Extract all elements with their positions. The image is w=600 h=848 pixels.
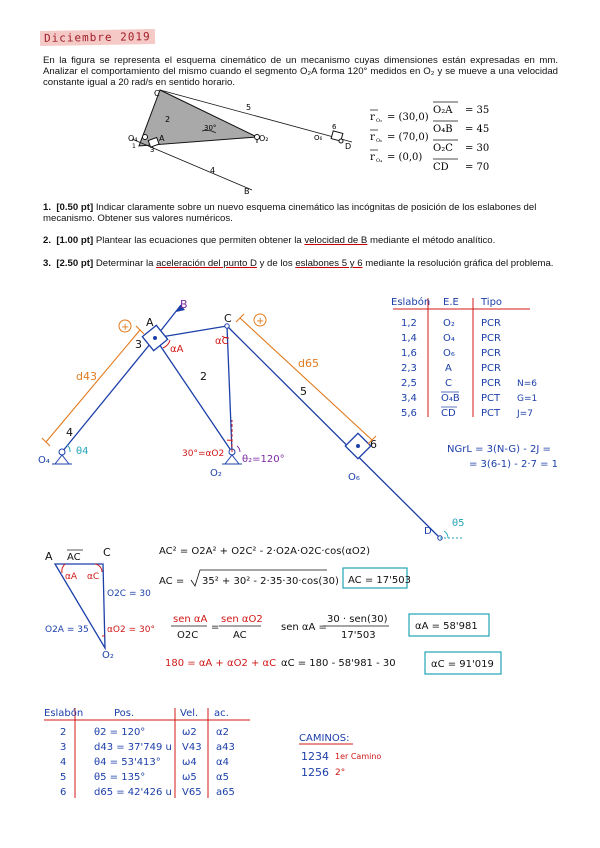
joints-row-1 [401,333,501,344]
label-d43: d43 [76,370,97,383]
fig-label-C: C [154,89,160,98]
sketch-label-3: 3 [135,338,142,351]
joints-row-3 [401,363,501,374]
camino-1-path: 1234 [301,750,329,763]
count-N: N=6 [517,379,537,389]
link-dimensions [430,100,510,176]
svg-text:r: r [370,132,375,143]
fig-label-D: D [345,142,352,151]
results-table [40,702,260,802]
results-row-4 [60,787,235,798]
svg-text:6: 6 [60,787,67,798]
eq-sin-den1: O2C [177,630,199,641]
svg-text:θ4 = 53'413°: θ4 = 53'413° [94,757,161,768]
eq-cosine-law: AC² = O2A² + O2C² - 2·O2A·O2C·cos(αO2) [159,546,371,557]
eq-sin-num2: sen αO2 [221,614,263,625]
positive-sign-1: + [121,322,130,333]
results-header-2: Vel. [180,708,199,719]
sketch-label-4: 4 [66,426,73,439]
positive-sign-2: + [256,316,265,327]
slider-3-block [142,325,167,350]
sketch-alpha-C: αC [215,336,229,347]
ground-o4-icon [52,449,72,464]
sketch-label-D: D [424,526,432,537]
fig-label-angle: 30° [204,124,217,132]
results-header-0: Eslabón [44,708,84,719]
svg-text:2,5: 2,5 [401,378,417,389]
svg-text:1,2: 1,2 [401,318,417,329]
ngrl-line-2: = 3(6-1) - 2·7 = 1 [469,459,559,470]
caminos [295,728,425,784]
tri-label-AC: AC [67,552,81,563]
sketch-label-2: 2 [200,370,207,383]
results-row-1 [60,742,235,753]
eq-alphaA-result: αA = 58'981 [415,621,478,632]
results-row-0 [60,727,229,738]
svg-text:5: 5 [60,772,67,783]
svg-text:α5: α5 [216,772,229,783]
svg-text:PCR: PCR [481,348,501,359]
svg-text:CD: CD [441,408,456,419]
results-header-1: Pos. [114,708,135,719]
results-header-3: ac. [214,708,229,719]
svg-text:1,6: 1,6 [401,348,417,359]
pos-vector-o6 [370,130,429,144]
o6-pin-icon [339,139,343,143]
sketch-theta-4: θ4 [76,446,89,457]
svg-text:A: A [445,363,452,374]
eq-sen-den: 17'503 [341,630,376,641]
sketch-label-A: A [146,316,154,329]
svg-text:4: 4 [60,757,67,768]
question-1: 1. [0.50 pt] Indicar claramente sobre un nuevo esquema cinemático las incógnitas de posición de los eslabones del mecanismo. Obtener sus valores numéricos. [43,202,537,224]
svg-text:= (30,0): = (30,0) [387,112,429,123]
camino-1-label: 1er Camino [335,752,382,761]
svg-text:O₆: O₆ [443,348,455,359]
tri-label-O2: O₂ [102,650,114,661]
tri-alpha-O2: αO2 = 30° [107,625,155,635]
caminos-title: CAMINOS: [299,733,350,744]
svg-text:C: C [445,378,452,389]
eq-ac-lhs: AC = [159,576,185,587]
svg-text:O₂C: O₂C [433,143,453,154]
svg-text:r: r [370,152,375,163]
sketch-alpha-A: αA [170,344,184,355]
camino-2-path: 1256 [301,766,329,779]
svg-text:PCR: PCR [481,318,501,329]
tri-label-C: C [103,546,111,559]
svg-text:= 45: = 45 [465,124,490,135]
joints-row-2 [401,348,501,359]
joints-row-4 [401,378,501,389]
results-row-3 [60,772,229,783]
question-2: 2. [1.00 pt] Plantear las ecuaciones que permiten obtener la velocidad de B mediante el método analítico. [43,235,496,246]
label-d65: d65 [298,357,319,370]
svg-text:2: 2 [60,727,67,738]
joints-row-0 [401,318,501,329]
eq-sen-num: 30 · sen(30) [327,614,388,625]
sketch-theta-5: θ5 [452,518,465,529]
svg-text:5,6: 5,6 [401,408,417,419]
eq-ac-result: AC = 17'503 [348,575,411,586]
svg-text:= 70: = 70 [465,162,490,173]
position-vectors [365,108,433,170]
dim-cd [433,159,489,173]
sketch-theta-2: θ₂=120° [242,454,285,465]
svg-text:=: = [211,622,220,633]
fig-label-O6: O₆ [314,134,323,142]
svg-text:PCT: PCT [481,393,501,404]
dim-o2c [433,140,489,154]
tri-O2A: O2A = 35 [45,625,89,635]
fig-label-A: A [159,134,165,143]
joints-header-1: E.E [443,297,459,308]
svg-text:d65 = 42'426 u: d65 = 42'426 u [94,787,172,798]
svg-text:ω2: ω2 [182,727,197,738]
svg-text:α4: α4 [216,757,229,768]
fig-label-O2: O₂ [259,134,269,143]
eq-alphaC-calc: αC = 180 - 58'981 - 30 [281,658,396,669]
svg-text:O₄B: O₄B [433,124,453,135]
svg-text:= 35: = 35 [465,105,490,116]
tri-O2C: O2C = 30 [107,589,151,599]
dim-o4b [433,121,489,135]
eq-ac-sqrt: 35² + 30² - 2·35·30·cos(30) [202,576,339,587]
count-J: J=7 [517,409,533,419]
svg-text:PCT: PCT [481,408,501,419]
svg-text:V65: V65 [182,787,202,798]
fig-label-5: 5 [246,103,252,112]
svg-text:3: 3 [60,742,67,753]
o4-pin-icon [143,135,148,140]
date-header: Diciembre 2019 [40,29,155,46]
fig-label-6: 6 [332,123,337,131]
camino-2-label: 2° [335,768,346,778]
svg-text:θ5 = 135°: θ5 = 135° [94,772,146,783]
sketch-label-6: 6 [370,438,377,451]
svg-text:θ2 = 120°: θ2 = 120° [94,727,146,738]
eq-sin-num1: sen αA [173,614,208,625]
fig-label-2: 2 [165,115,171,124]
svg-text:3,4: 3,4 [401,393,417,404]
svg-text:V43: V43 [182,742,202,753]
mobility-formula [445,440,595,474]
fig-label-1: 1 [132,143,136,150]
count-G: G=1 [517,394,538,404]
svg-text:O₂A: O₂A [433,105,453,116]
sketch-label-5: 5 [300,385,307,398]
svg-text:1,4: 1,4 [401,333,417,344]
svg-text:2,3: 2,3 [401,363,417,374]
svg-text:= (70,0): = (70,0) [387,132,429,143]
svg-text:O₆: O₆ [376,138,383,144]
svg-text:O₄: O₄ [443,333,455,344]
mechanism-figure [120,86,365,198]
question-3: 3. [2.50 pt] Determinar la aceleración del punto D y de los eslabones 5 y 6 mediante la resolución gráfica del problema. [43,258,554,269]
svg-text:PCR: PCR [481,333,501,344]
eq-alphaC-result: αC = 91'019 [431,659,494,670]
joints-table [385,292,545,422]
dim-o2a [433,102,489,116]
sketch-label-O6: O₆ [348,472,360,483]
tri-label-A: A [45,550,53,563]
eq-angle-sum: 180 = αA + αO2 + αC [165,658,277,669]
joints-row-5 [401,392,501,404]
svg-text:d43 = 37'749 u: d43 = 37'749 u [94,742,172,753]
tri-alpha-C: αC [87,572,100,582]
joints-header-0: Eslabón [391,297,431,308]
tri-alpha-A: αA [65,572,78,582]
sketch-alpha-o2: 30°=αO2 [182,449,225,459]
svg-text:CD: CD [433,162,449,173]
fig-label-O4: O₄ [128,134,138,143]
svg-text:= 30: = 30 [465,143,490,154]
slider-6-block [345,433,370,458]
svg-text:O₂: O₂ [443,318,455,329]
svg-text:r: r [370,112,375,123]
svg-text:O₄B: O₄B [441,393,460,404]
fig-label-3: 3 [150,146,155,154]
svg-text:O₄: O₄ [376,158,383,164]
svg-text:= (0,0): = (0,0) [387,152,423,163]
svg-text:α2: α2 [216,727,229,738]
fig-label-B: B [244,187,250,196]
joints-row-6 [401,407,501,419]
ngrl-line-1: NGrL = 3(N-G) - 2J = [447,444,551,455]
equations [155,538,575,678]
eq-sen-lhs: sen αA = [281,622,327,633]
sketch-label-O2: O₂ [210,468,222,479]
pos-vector-o4 [370,150,422,164]
eq-sin-den2: AC [233,630,247,641]
pos-vector-o2 [370,110,429,124]
problem-statement: En la figura se representa el esquema cinemático de un mecanismo cuyas dimensiones están expresadas en mm. Analizar el comportamiento del mismo cuando el segmento O₂A forma 120° medidos en O₂ y se mueve a una velocidad constante igual a 20 rad/s en sentido horario. [43,55,558,88]
svg-text:PCR: PCR [481,378,501,389]
svg-text:a65: a65 [216,787,235,798]
svg-text:PCR: PCR [481,363,501,374]
triangle-sketch [35,540,165,665]
svg-text:ω5: ω5 [182,772,197,783]
fig-label-4: 4 [210,166,216,175]
sketch-label-B: B [180,298,188,311]
svg-text:O₂: O₂ [376,118,383,124]
svg-text:ω4: ω4 [182,757,197,768]
joints-header-2: Tipo [481,297,503,308]
sketch-label-O4: O₄ [38,455,50,466]
sketch-label-C: C [224,312,232,325]
results-row-2 [60,757,229,768]
svg-text:a43: a43 [216,742,235,753]
